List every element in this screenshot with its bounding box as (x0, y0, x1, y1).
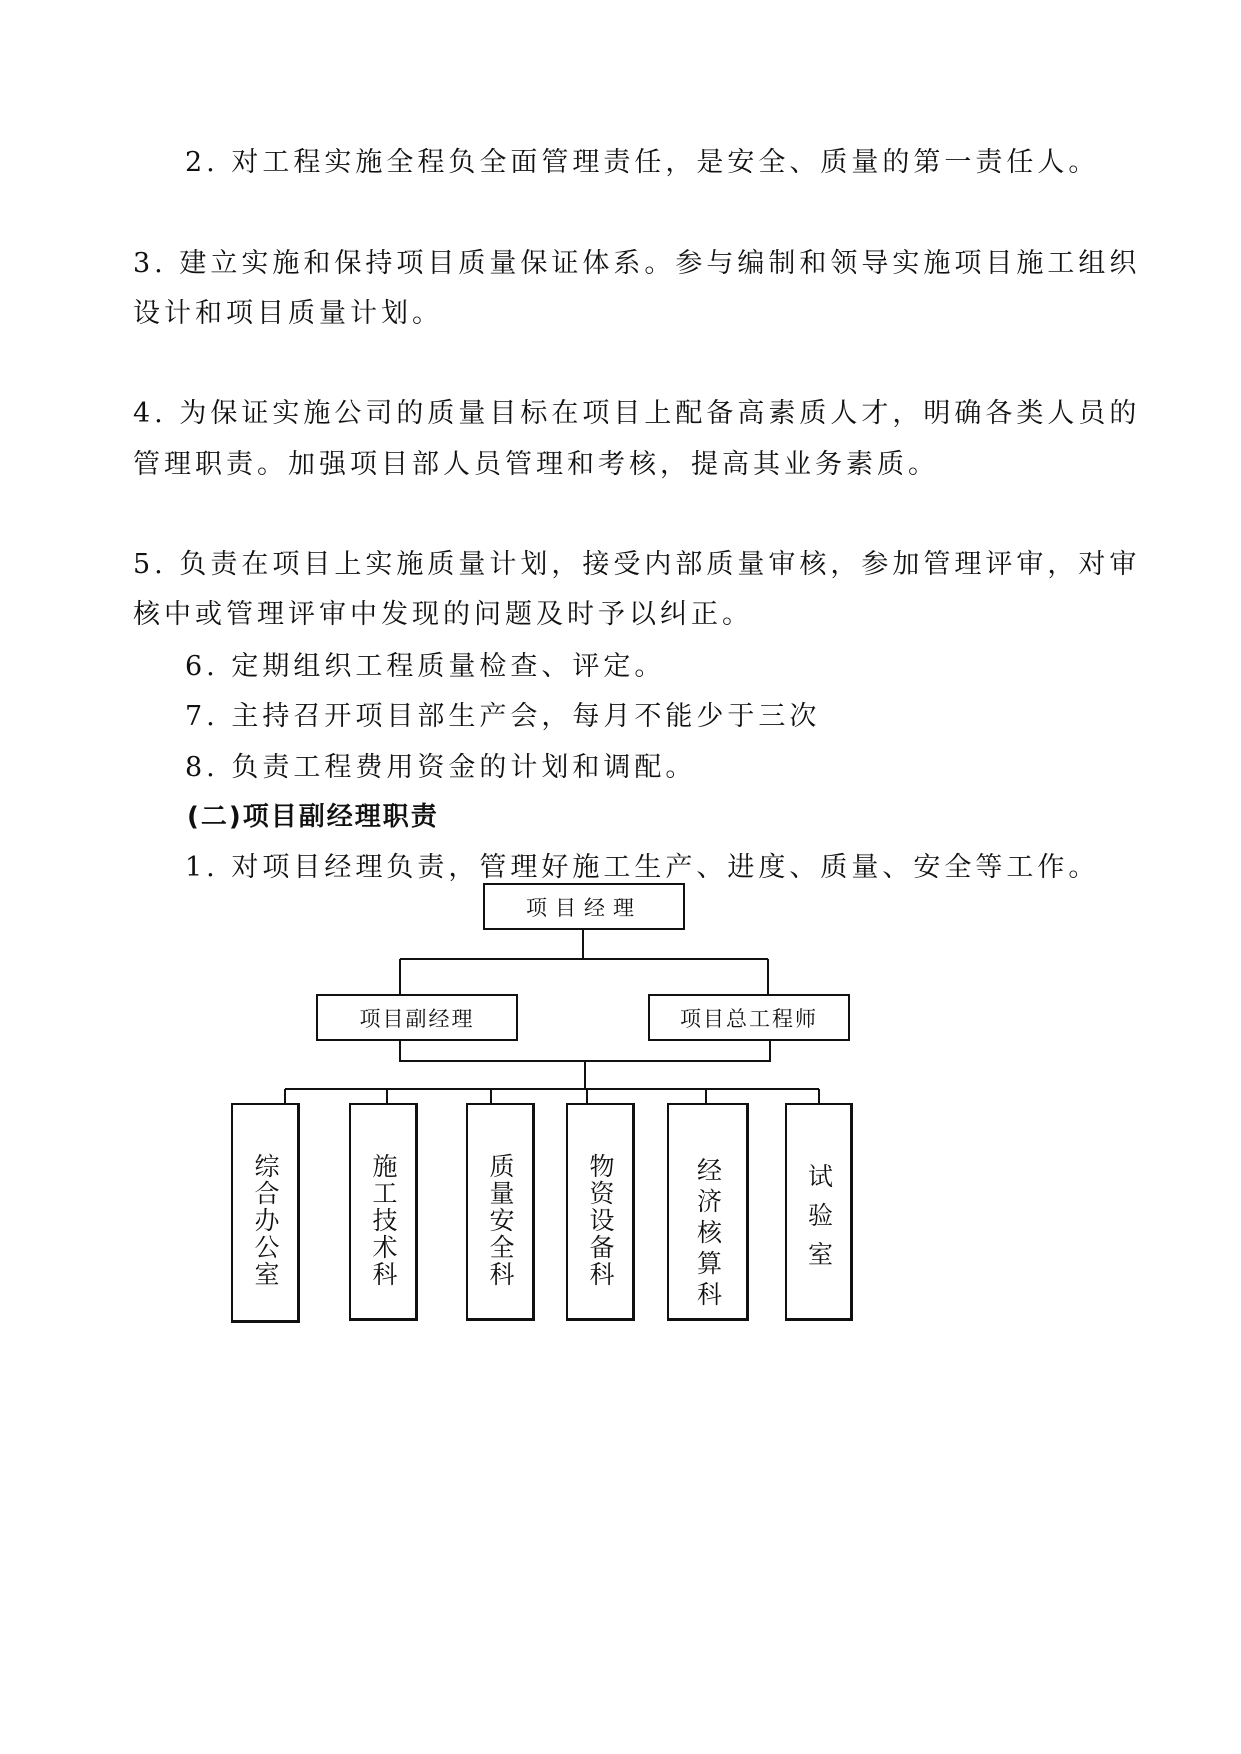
item-4-line-1: 4. 为保证实施公司的质量目标在项目上配备高素质人才，明确各类人员的 (133, 398, 1141, 429)
dept-box-economic-accounting (667, 1103, 749, 1321)
item-7: 7. 主持召开项目部生产会，每月不能少于三次 (185, 701, 821, 732)
dept-box-quality-safety (466, 1103, 535, 1321)
org-box-deputy-manager: 项目副经理 (316, 994, 518, 1041)
dept-label: 试验室 (804, 1163, 834, 1280)
item-4-line-2: 管理职责。加强项目部人员管理和考核，提高其业务素质。 (133, 449, 939, 480)
section-heading: (二)项目副经理职责 (187, 802, 439, 832)
item-2: 2. 对工程实施全程负全面管理责任，是安全、质量的第一责任人。 (185, 147, 1100, 178)
item-5-line-1: 5. 负责在项目上实施质量计划，接受内部质量审核，参加管理评审，对审 (133, 549, 1141, 580)
dept-box-materials-equipment (566, 1103, 635, 1321)
org-box-project-manager: 项目经理 (483, 883, 685, 930)
item-3-line-2: 设计和项目质量计划。 (133, 298, 443, 329)
item-5-line-2: 核中或管理评审中发现的问题及时予以纠正。 (133, 599, 753, 630)
deputy-duty-1: 1. 对项目经理负责，管理好施工生产、进度、质量、安全等工作。 (185, 852, 1100, 883)
dept-label: 经济核算科 (693, 1157, 723, 1312)
dept-box-laboratory (785, 1103, 853, 1321)
dept-label: 质量安全科 (486, 1153, 515, 1288)
dept-box-construction-tech (349, 1103, 418, 1321)
dept-label: 综合办公室 (251, 1153, 280, 1288)
item-8: 8. 负责工程费用资金的计划和调配。 (185, 752, 697, 783)
item-6: 6. 定期组织工程质量检查、评定。 (185, 651, 666, 682)
item-3-line-1: 3. 建立实施和保持项目质量保证体系。参与编制和领导实施项目施工组织 (133, 248, 1141, 279)
dept-label: 施工技术科 (369, 1153, 398, 1288)
dept-box-general-office (231, 1103, 300, 1323)
org-box-chief-engineer: 项目总工程师 (648, 994, 850, 1041)
dept-label: 物资设备科 (586, 1153, 615, 1288)
